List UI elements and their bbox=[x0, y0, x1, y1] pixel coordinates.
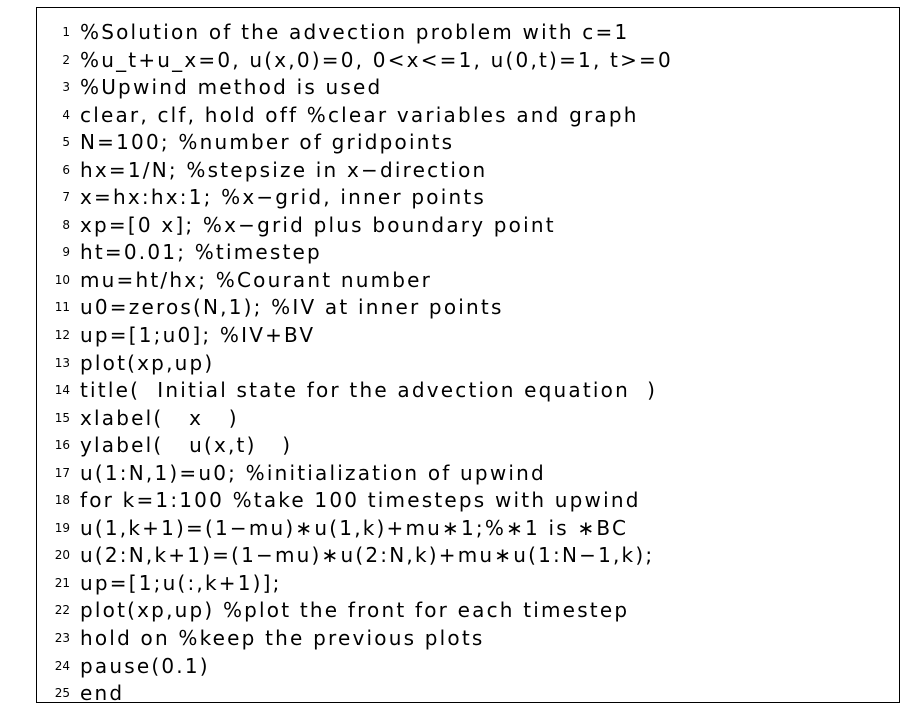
code-line: plot(xp,up) bbox=[80, 350, 215, 375]
code-line: u(1:N,1)=u0; %initialization of upwind bbox=[80, 460, 546, 485]
code-line: u(2:N,k+1)=(1−mu)∗u(2:N,k)+mu∗u(1:N−1,k); bbox=[80, 543, 655, 568]
code-line: hx=1/N; %stepsize in x−direction bbox=[80, 157, 488, 182]
code-listing bbox=[36, 7, 900, 706]
line-number: 12 bbox=[54, 328, 70, 343]
code-line: end bbox=[80, 681, 125, 706]
line-number: 24 bbox=[54, 658, 70, 673]
code-line: ylabel( u(x,t) ) bbox=[80, 433, 293, 458]
line-number: 13 bbox=[54, 355, 70, 370]
line-number: 5 bbox=[62, 135, 70, 150]
line-number: 21 bbox=[54, 575, 70, 590]
line-number: 6 bbox=[62, 162, 70, 177]
code-line: %Solution of the advection problem with c=1 bbox=[80, 20, 630, 44]
line-number: 19 bbox=[54, 520, 70, 535]
code-line: pause(0.1) bbox=[80, 653, 210, 678]
line-number: 17 bbox=[54, 465, 70, 480]
line-number: 18 bbox=[54, 493, 70, 508]
code-line: clear, clf, hold off %clear variables and graph bbox=[80, 102, 639, 127]
line-number: 23 bbox=[54, 631, 70, 646]
code-line: u(1,k+1)=(1−mu)∗u(1,k)+mu∗1;%∗1 is ∗BC bbox=[80, 515, 629, 540]
code-line: mu=ht/hx; %Courant number bbox=[80, 267, 433, 292]
code-line: title( Initial state for the advection equation ) bbox=[80, 378, 658, 403]
code-line: %Upwind method is used bbox=[80, 75, 383, 100]
code-line: u0=zeros(N,1); %IV at inner points bbox=[80, 295, 504, 320]
code-line: hold on %keep the previous plots bbox=[80, 626, 485, 651]
line-number: 14 bbox=[54, 383, 70, 398]
code-line: x=hx:hx:1; %x−grid, inner points bbox=[80, 185, 487, 210]
line-number: 3 bbox=[62, 80, 70, 95]
code-line: xlabel( x ) bbox=[80, 405, 239, 430]
code-line: up=[1;u0]; %IV+BV bbox=[80, 323, 316, 348]
line-number: 15 bbox=[54, 410, 70, 425]
code-line: %u_t+u_x=0, u(x,0)=0, 0<x<=1, u(0,t)=1, t>=0 bbox=[80, 47, 673, 72]
line-number: 20 bbox=[54, 548, 70, 563]
line-number: 22 bbox=[54, 603, 70, 618]
code-line: plot(xp,up) %plot the front for each timestep bbox=[80, 598, 630, 623]
line-number: 9 bbox=[62, 245, 70, 260]
line-number: 11 bbox=[54, 300, 70, 315]
code-line: up=[1;u(:,k+1)]; bbox=[80, 570, 282, 595]
line-number: 7 bbox=[62, 190, 70, 205]
code-line: N=100; %number of gridpoints bbox=[80, 130, 455, 155]
line-number: 25 bbox=[54, 686, 70, 701]
line-number: 10 bbox=[54, 272, 70, 287]
code-line: xp=[0 x]; %x−grid plus boundary point bbox=[80, 212, 556, 237]
code-line: ht=0.01; %timestep bbox=[80, 240, 322, 265]
line-number: 1 bbox=[62, 25, 70, 39]
line-number: 8 bbox=[62, 217, 70, 232]
code-body bbox=[80, 19, 907, 708]
code-line: for k=1:100 %take 100 timesteps with upwind bbox=[80, 488, 641, 513]
line-number: 2 bbox=[62, 52, 70, 67]
line-number: 16 bbox=[54, 438, 70, 453]
line-number: 4 bbox=[62, 107, 70, 122]
line-number-gutter bbox=[37, 19, 71, 708]
